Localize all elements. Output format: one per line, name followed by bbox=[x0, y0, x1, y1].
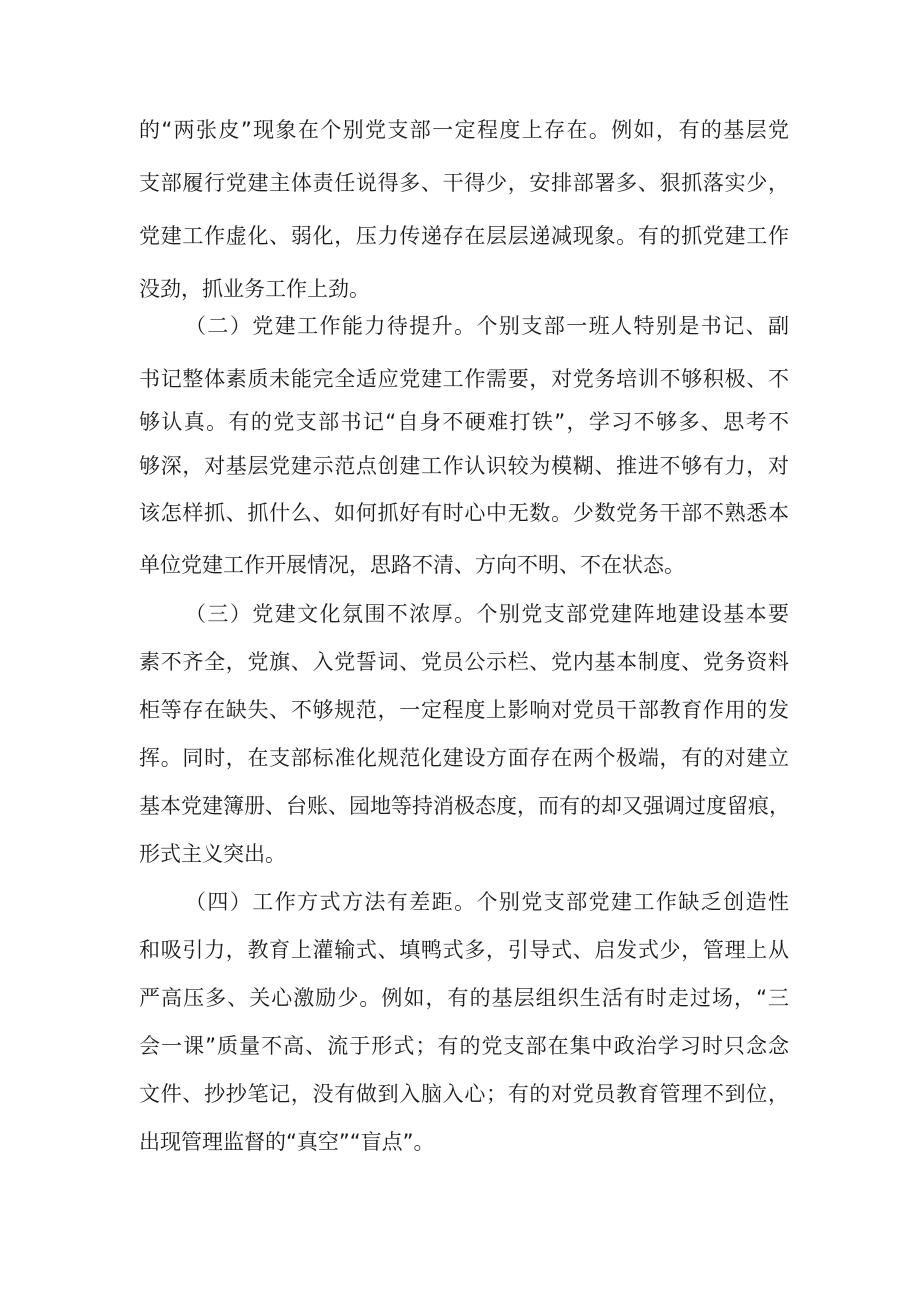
text-line: 出现管理监督的“真空”“盲点”。 bbox=[139, 1130, 435, 1154]
text-line: 的“两张皮”现象在个别党支部一定程度上存在。例如，有的基层党 bbox=[139, 118, 789, 142]
text-line: 基本党建簿册、台账、园地等持消极态度，而有的却又强调过度留痕， bbox=[139, 794, 790, 818]
text-line: 够认真。有的党支部书记“自身不硬难打铁”，学习不够多、思考不 bbox=[139, 410, 789, 434]
text-line: 形式主义突出。 bbox=[139, 842, 286, 866]
section-heading-line: （二）党建工作能力待提升。个别支部一班人特别是书记、副 bbox=[185, 314, 789, 338]
text-line: 单位党建工作开展情况，思路不清、方向不明、不在状态。 bbox=[139, 553, 685, 577]
text-line: 柜等存在缺失、不够规范，一定程度上影响对党员干部教育作用的发 bbox=[139, 698, 789, 722]
text-line: 没劲，抓业务工作上劲。 bbox=[139, 277, 370, 301]
text-line: 挥。同时，在支部标准化规范化建设方面存在两个极端，有的对建立 bbox=[139, 746, 789, 770]
text-line: 和吸引力，教育上灌输式、填鸭式多，引导式、启发式少，管理上从 bbox=[139, 938, 789, 962]
text-line: 够深，对基层党建示范点创建工作认识较为模糊、推进不够有力，对 bbox=[139, 454, 789, 478]
text-line: 严高压多、关心激励少。例如，有的基层组织生活有时走过场，“三 bbox=[139, 986, 789, 1010]
text-line: 党建工作虚化、弱化，压力传递存在层层递减现象。有的抓党建工作 bbox=[139, 224, 789, 248]
text-line: 支部履行党建主体责任说得多、干得少，安排部署多、狠抓落实少， bbox=[139, 171, 789, 195]
section-heading-line: （四）工作方式方法有差距。个别党支部党建工作缺乏创造性 bbox=[185, 890, 789, 914]
text-line: 素不齐全，党旗、入党誓词、党员公示栏、党内基本制度、党务资料 bbox=[139, 650, 789, 674]
text-line: 文件、抄抄笔记，没有做到入脑入心；有的对党员教育管理不到位， bbox=[139, 1082, 789, 1106]
text-line: 会一课”质量不高、流于形式；有的党支部在集中政治学习时只念念 bbox=[139, 1034, 789, 1058]
text-line: 该怎样抓、抓什么、如何抓好有时心中无数。少数党务干部不熟悉本 bbox=[139, 501, 789, 525]
section-heading-line: （三）党建文化氛围不浓厚。个别党支部党建阵地建设基本要 bbox=[185, 602, 789, 626]
text-line: 书记整体素质未能完全适应党建工作需要，对党务培训不够积极、不 bbox=[139, 367, 789, 391]
